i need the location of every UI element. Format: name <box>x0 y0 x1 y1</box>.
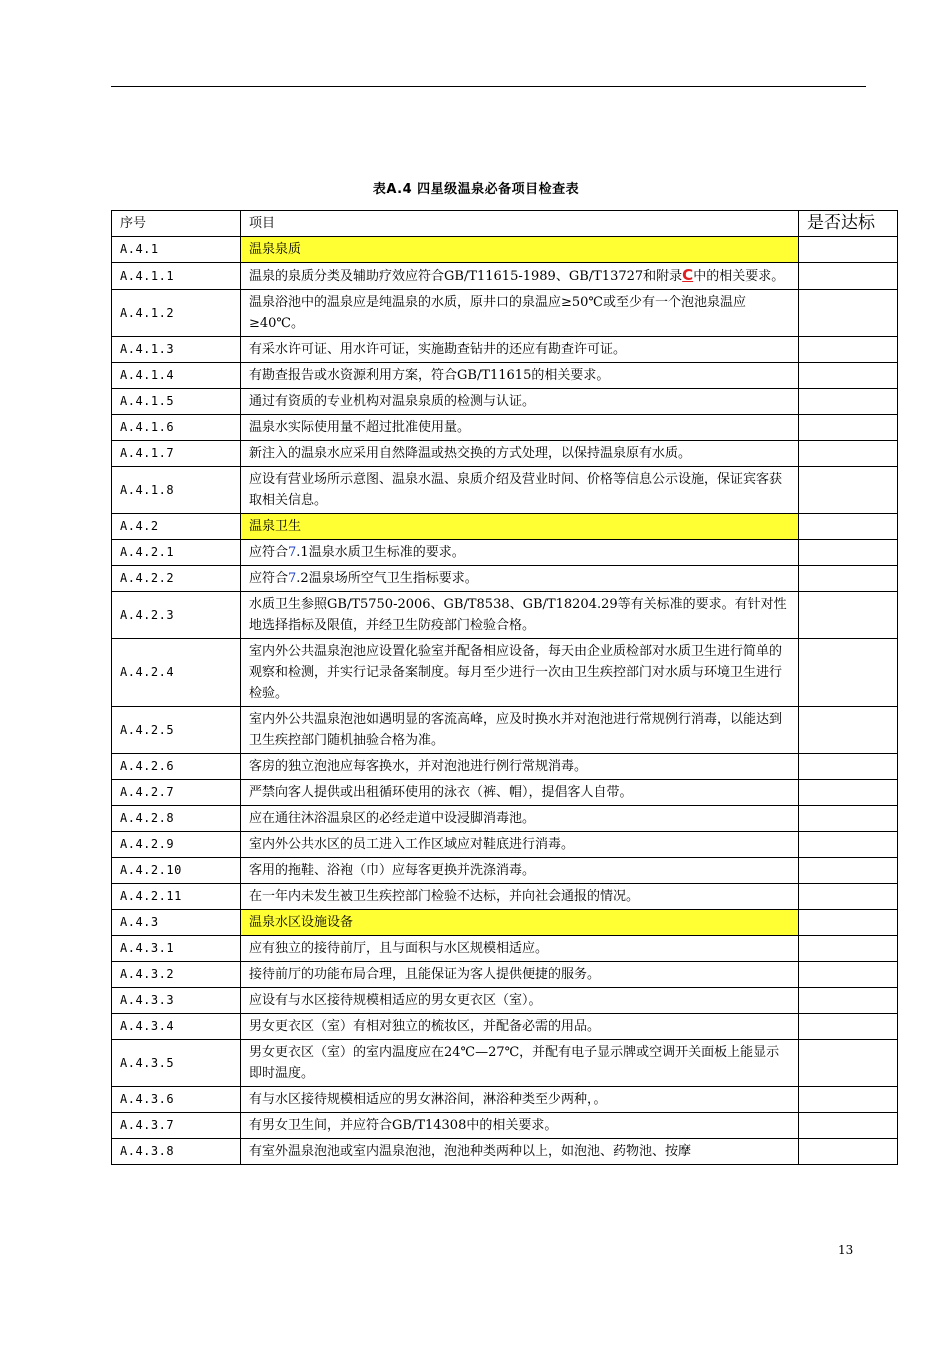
table-row <box>112 441 898 467</box>
row-item: 有男女卫生间，并应符合GB/T14308中的相关要求。 <box>241 1113 799 1139</box>
header-item: 项目 <box>241 211 799 237</box>
table-row <box>112 858 898 884</box>
pass-cell <box>799 290 898 337</box>
row-number: A.4.3.8 <box>112 1139 241 1165</box>
pass-cell <box>799 467 898 514</box>
pass-cell <box>799 780 898 806</box>
header-no: 序号 <box>112 211 241 237</box>
section-row <box>112 910 898 936</box>
pass-cell <box>799 389 898 415</box>
table-row <box>112 540 898 566</box>
row-number: A.4.1.4 <box>112 363 241 389</box>
header-row <box>112 211 898 237</box>
section-title: 温泉水区设施设备 <box>241 910 799 936</box>
row-item: 温泉水实际使用量不超过批准使用量。 <box>241 415 799 441</box>
table-row <box>112 754 898 780</box>
row-item: 应在通往沐浴温泉区的必经走道中设浸脚消毒池。 <box>241 806 799 832</box>
pass-cell <box>799 1113 898 1139</box>
row-item: 有勘查报告或水资源利用方案，符合GB/T11615的相关要求。 <box>241 363 799 389</box>
row-item: 有采水许可证、用水许可证，实施勘查钻井的还应有勘查许可证。 <box>241 337 799 363</box>
row-number: A.4.3.1 <box>112 936 241 962</box>
row-item: 接待前厅的功能布局合理，且能保证为客人提供便捷的服务。 <box>241 962 799 988</box>
row-item: 应设有与水区接待规模相适应的男女更衣区（室）。 <box>241 988 799 1014</box>
item-text: 应符合 <box>249 571 289 586</box>
row-item: 应设有营业场所示意图、温泉水温、泉质介绍及营业时间、价格等信息公示设施，保证宾客获取相关信息。 <box>241 467 799 514</box>
row-number: A.4.1.7 <box>112 441 241 467</box>
table-row <box>112 832 898 858</box>
pass-cell <box>799 363 898 389</box>
row-item: 通过有资质的专业机构对温泉泉质的检测与认证。 <box>241 389 799 415</box>
item-text: .1温泉水质卫生标准的要求。 <box>296 545 465 560</box>
item-reference: 7 <box>288 571 297 586</box>
row-number: A.4.2.2 <box>112 566 241 592</box>
table-row <box>112 884 898 910</box>
row-item: 室内外公共温泉泡池应设置化验室并配备相应设备，每天由企业质检部对水质卫生进行简单的观察和检测，并实行记录备案制度。每月至少进行一次由卫生疾控部门对水质与环境卫生进行检验。 <box>241 639 799 707</box>
row-number: A.4.2.9 <box>112 832 241 858</box>
table-row <box>112 639 898 707</box>
pass-cell <box>799 1087 898 1113</box>
item-text: .2温泉场所空气卫生指标要求。 <box>296 571 478 586</box>
pass-cell <box>799 1014 898 1040</box>
row-item: 新注入的温泉水应采用自然降温或热交换的方式处理，以保持温泉原有水质。 <box>241 441 799 467</box>
row-number: A.4.1.1 <box>112 263 241 290</box>
row-item: 男女更衣区（室）的室内温度应在24℃—27℃，并配有电子显示牌或空调开关面板上能显示即时温度。 <box>241 1040 799 1087</box>
table-row <box>112 415 898 441</box>
row-item: 水质卫生参照GB/T5750-2006、GB/T8538、GB/T18204.29等有关标准的要求。有针对性地选择指标及限值，并经卫生防疫部门检验合格。 <box>241 592 799 639</box>
pass-cell <box>799 639 898 707</box>
pass-cell <box>799 832 898 858</box>
table-row <box>112 290 898 337</box>
table-row <box>112 566 898 592</box>
row-item: 客房的独立泡池应每客换水，并对泡池进行例行常规消毒。 <box>241 754 799 780</box>
pass-cell <box>799 858 898 884</box>
table-row <box>112 780 898 806</box>
pass-cell <box>799 936 898 962</box>
row-number: A.4.1.2 <box>112 290 241 337</box>
row-number: A.4.2 <box>112 514 241 540</box>
item-reference: 7 <box>288 545 297 560</box>
table-row <box>112 806 898 832</box>
pass-cell <box>799 237 898 263</box>
table-row <box>112 263 898 290</box>
pass-cell <box>799 884 898 910</box>
pass-cell <box>799 988 898 1014</box>
table-row <box>112 1087 898 1113</box>
row-item: 客用的拖鞋、浴袍（巾）应每客更换并洗涤消毒。 <box>241 858 799 884</box>
table-row <box>112 1139 898 1165</box>
row-item: 温泉浴池中的温泉应是纯温泉的水质，原井口的泉温应≥50℃或至少有一个泡池泉温应≥40℃。 <box>241 290 799 337</box>
row-item: 男女更衣区（室）有相对独立的梳妆区，并配备必需的用品。 <box>241 1014 799 1040</box>
header-pass: 是否达标 <box>799 211 898 237</box>
table-row <box>112 592 898 639</box>
pass-cell <box>799 441 898 467</box>
row-number: A.4.3.6 <box>112 1087 241 1113</box>
pass-cell <box>799 1040 898 1087</box>
section-row <box>112 514 898 540</box>
table-row <box>112 936 898 962</box>
row-item: 有室外温泉泡池或室内温泉泡池，泡池种类两种以上，如泡池、药物池、按摩 <box>241 1139 799 1165</box>
table-row <box>112 467 898 514</box>
table-row <box>112 1040 898 1087</box>
row-item: 室内外公共水区的员工进入工作区域应对鞋底进行消毒。 <box>241 832 799 858</box>
header-rule <box>111 86 866 87</box>
row-number: A.4.1.6 <box>112 415 241 441</box>
table-title: 表A.4 四星级温泉必备项目检查表 <box>372 182 580 197</box>
table-row <box>112 337 898 363</box>
row-number: A.4.2.1 <box>112 540 241 566</box>
table-row <box>112 363 898 389</box>
row-item <box>241 540 799 566</box>
pass-cell <box>799 592 898 639</box>
row-number: A.4.3.7 <box>112 1113 241 1139</box>
item-text: 应符合 <box>249 545 289 560</box>
row-number: A.4.2.10 <box>112 858 241 884</box>
table-row <box>112 1014 898 1040</box>
table-row <box>112 389 898 415</box>
pass-cell <box>799 1139 898 1165</box>
item-text: 温泉的泉质分类及辅助疗效应符合GB/T11615-1989、GB/T13727和附录 <box>249 269 683 284</box>
pass-cell <box>799 754 898 780</box>
row-item <box>241 566 799 592</box>
pass-cell <box>799 566 898 592</box>
pass-cell <box>799 806 898 832</box>
item-text: 中的相关要求。 <box>693 269 785 284</box>
row-number: A.4.2.11 <box>112 884 241 910</box>
row-number: A.4.2.6 <box>112 754 241 780</box>
row-item: 严禁向客人提供或出租循环使用的泳衣（裤、帽），提倡客人自带。 <box>241 780 799 806</box>
section-row <box>112 237 898 263</box>
page-number: 13 <box>838 1243 854 1257</box>
row-item: 应有独立的接待前厅，且与面积与水区规模相适应。 <box>241 936 799 962</box>
row-item: 在一年内未发生被卫生疾控部门检验不达标，并向社会通报的情况。 <box>241 884 799 910</box>
row-number: A.4.2.8 <box>112 806 241 832</box>
pass-cell <box>799 910 898 936</box>
pass-cell <box>799 415 898 441</box>
pass-cell <box>799 337 898 363</box>
row-item <box>241 263 799 290</box>
section-title: 温泉卫生 <box>241 514 799 540</box>
table-row <box>112 988 898 1014</box>
row-number: A.4.2.3 <box>112 592 241 639</box>
row-number: A.4.1 <box>112 237 241 263</box>
row-number: A.4.2.7 <box>112 780 241 806</box>
pass-cell <box>799 540 898 566</box>
table-row <box>112 707 898 754</box>
row-number: A.4.3 <box>112 910 241 936</box>
row-number: A.4.1.8 <box>112 467 241 514</box>
pass-cell <box>799 514 898 540</box>
row-number: A.4.1.5 <box>112 389 241 415</box>
pass-cell <box>799 263 898 290</box>
row-number: A.4.2.5 <box>112 707 241 754</box>
row-number: A.4.1.3 <box>112 337 241 363</box>
row-number: A.4.3.4 <box>112 1014 241 1040</box>
row-number: A.4.2.4 <box>112 639 241 707</box>
row-number: A.4.3.2 <box>112 962 241 988</box>
row-number: A.4.3.3 <box>112 988 241 1014</box>
pass-cell <box>799 707 898 754</box>
checklist-table <box>111 210 898 1165</box>
row-item: 室内外公共温泉泡池如遇明显的客流高峰，应及时换水并对泡池进行常规例行消毒，以能达到卫生疾控部门随机抽验合格为准。 <box>241 707 799 754</box>
table-row <box>112 962 898 988</box>
section-title: 温泉泉质 <box>241 237 799 263</box>
pass-cell <box>799 962 898 988</box>
item-reference: C <box>682 266 694 284</box>
row-item: 有与水区接待规模相适应的男女淋浴间，淋浴种类至少两种，。 <box>241 1087 799 1113</box>
table-row <box>112 1113 898 1139</box>
row-number: A.4.3.5 <box>112 1040 241 1087</box>
